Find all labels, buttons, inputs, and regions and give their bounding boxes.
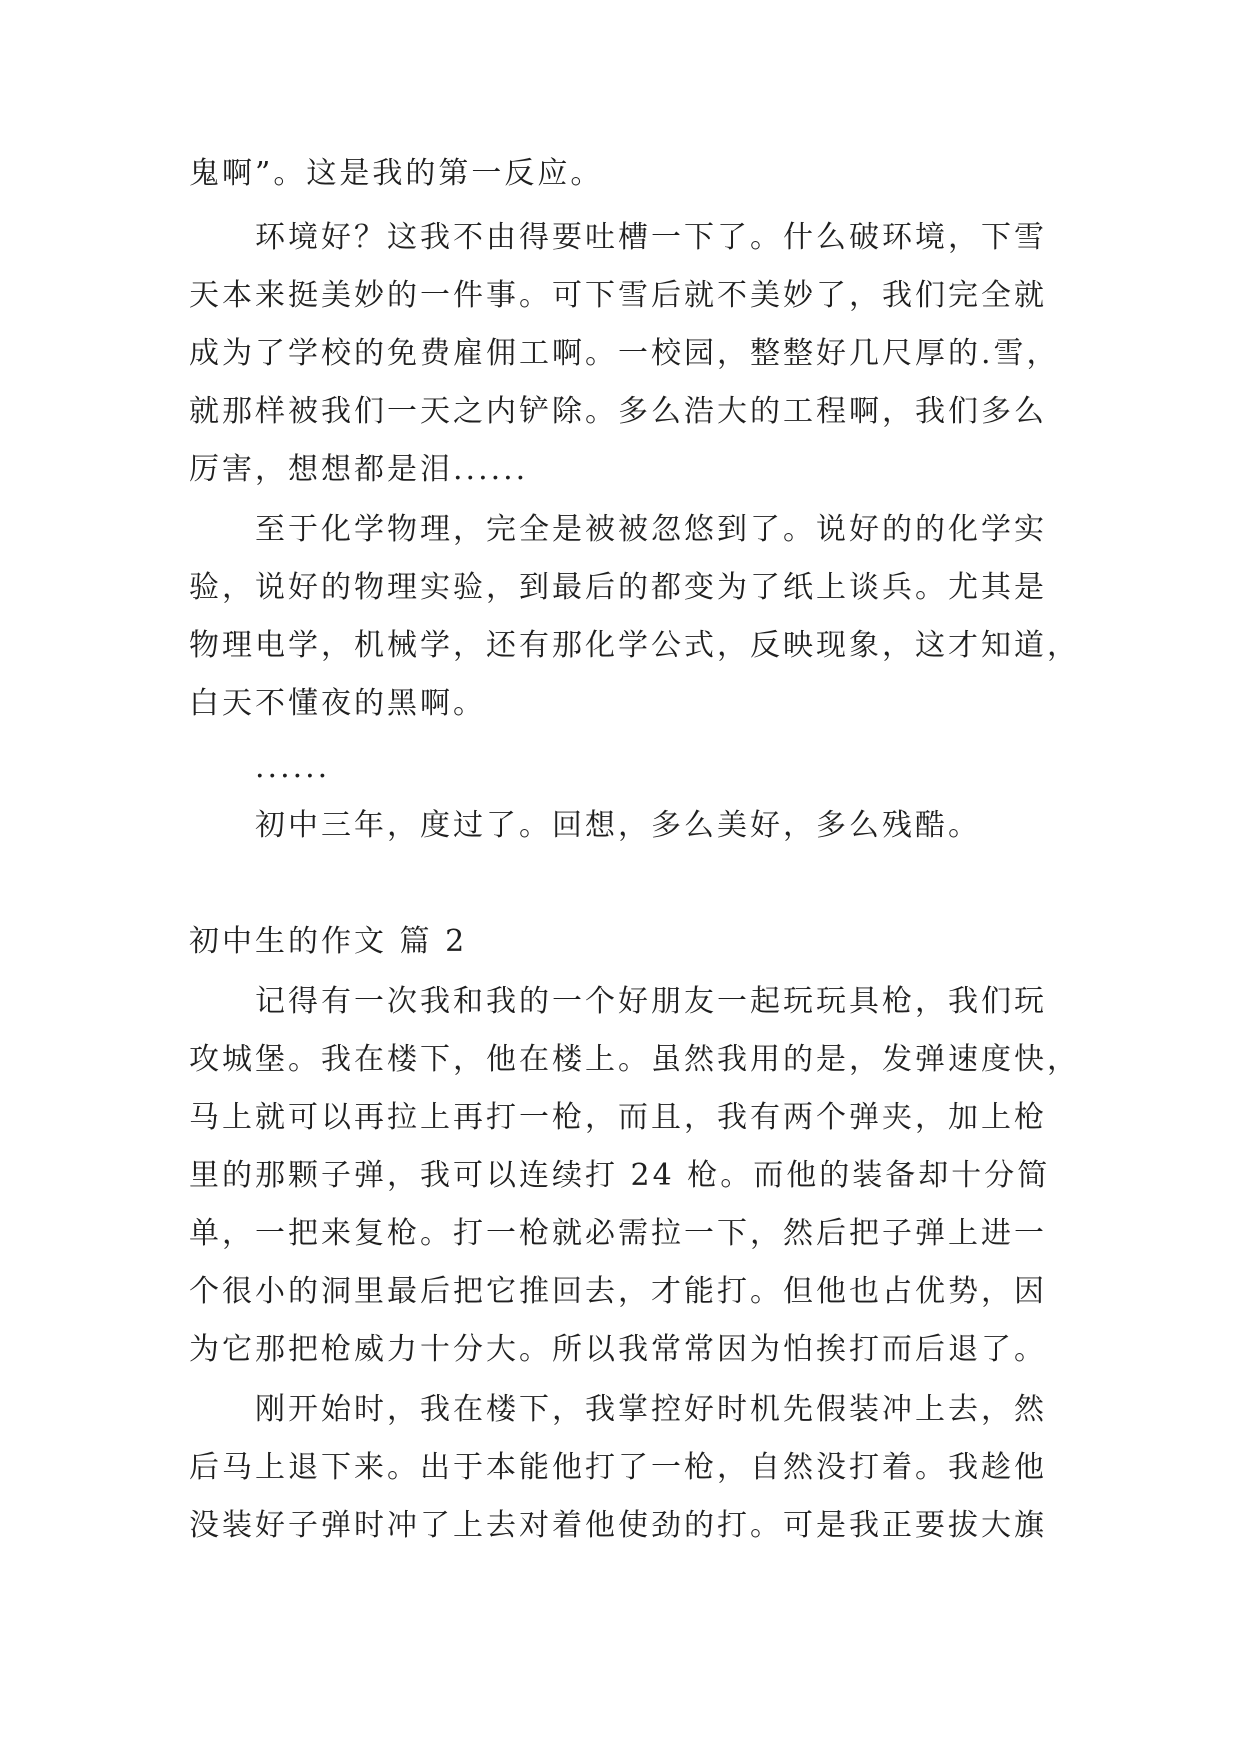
paragraph-line: 刚开始时，我在楼下，我掌控好时机先假装冲上去，然 <box>255 1392 1047 1427</box>
paragraph-line: 白天不懂夜的黑啊。 <box>189 686 486 721</box>
paragraph-line: 鬼啊”。这是我的第一反应。 <box>189 156 604 191</box>
paragraph-line: 厉害，想想都是泪...... <box>189 452 529 487</box>
paragraph-line: 没装好子弹时冲了上去对着他使劲的打。可是我正要拔大旗 <box>189 1508 1047 1543</box>
paragraph-line: 至于化学物理，完全是被被忽悠到了。说好的的化学实 <box>255 512 1047 547</box>
ellipsis-line: ...... <box>255 750 331 785</box>
section-heading: 初中生的作文 篇 2 <box>189 924 468 959</box>
paragraph-line: 成为了学校的免费雇佣工啊。一校园，整整好几尺厚的.雪， <box>189 336 1060 371</box>
paragraph-line: 单，一把来复枪。打一枪就必需拉一下，然后把子弹上进一 <box>189 1216 1047 1251</box>
paragraph-line: 天本来挺美妙的一件事。可下雪后就不美妙了，我们完全就 <box>189 278 1047 313</box>
paragraph-line: 攻城堡。我在楼下，他在楼上。虽然我用的是，发弹速度快， <box>189 1042 1080 1077</box>
paragraph-line: 就那样被我们一天之内铲除。多么浩大的工程啊，我们多么 <box>189 394 1047 429</box>
paragraph-line: 物理电学，机械学，还有那化学公式，反映现象，这才知道， <box>189 628 1080 663</box>
paragraph-line: 初中三年，度过了。回想，多么美好，多么残酷。 <box>255 808 981 843</box>
paragraph-line: 环境好？这我不由得要吐槽一下了。什么破环境，下雪 <box>255 220 1047 255</box>
paragraph-line: 记得有一次我和我的一个好朋友一起玩玩具枪，我们玩 <box>255 984 1047 1019</box>
paragraph-line: 为它那把枪威力十分大。所以我常常因为怕挨打而后退了。 <box>189 1332 1047 1367</box>
paragraph-line: 马上就可以再拉上再打一枪，而且，我有两个弹夹，加上枪 <box>189 1100 1047 1135</box>
paragraph-line: 里的那颗子弹，我可以连续打 24 枪。而他的装备却十分简 <box>189 1158 1051 1193</box>
paragraph-line: 后马上退下来。出于本能他打了一枪，自然没打着。我趁他 <box>189 1450 1047 1485</box>
paragraph-line: 个很小的洞里最后把它推回去，才能打。但他也占优势，因 <box>189 1274 1047 1309</box>
paragraph-line: 验，说好的物理实验，到最后的都变为了纸上谈兵。尤其是 <box>189 570 1047 605</box>
